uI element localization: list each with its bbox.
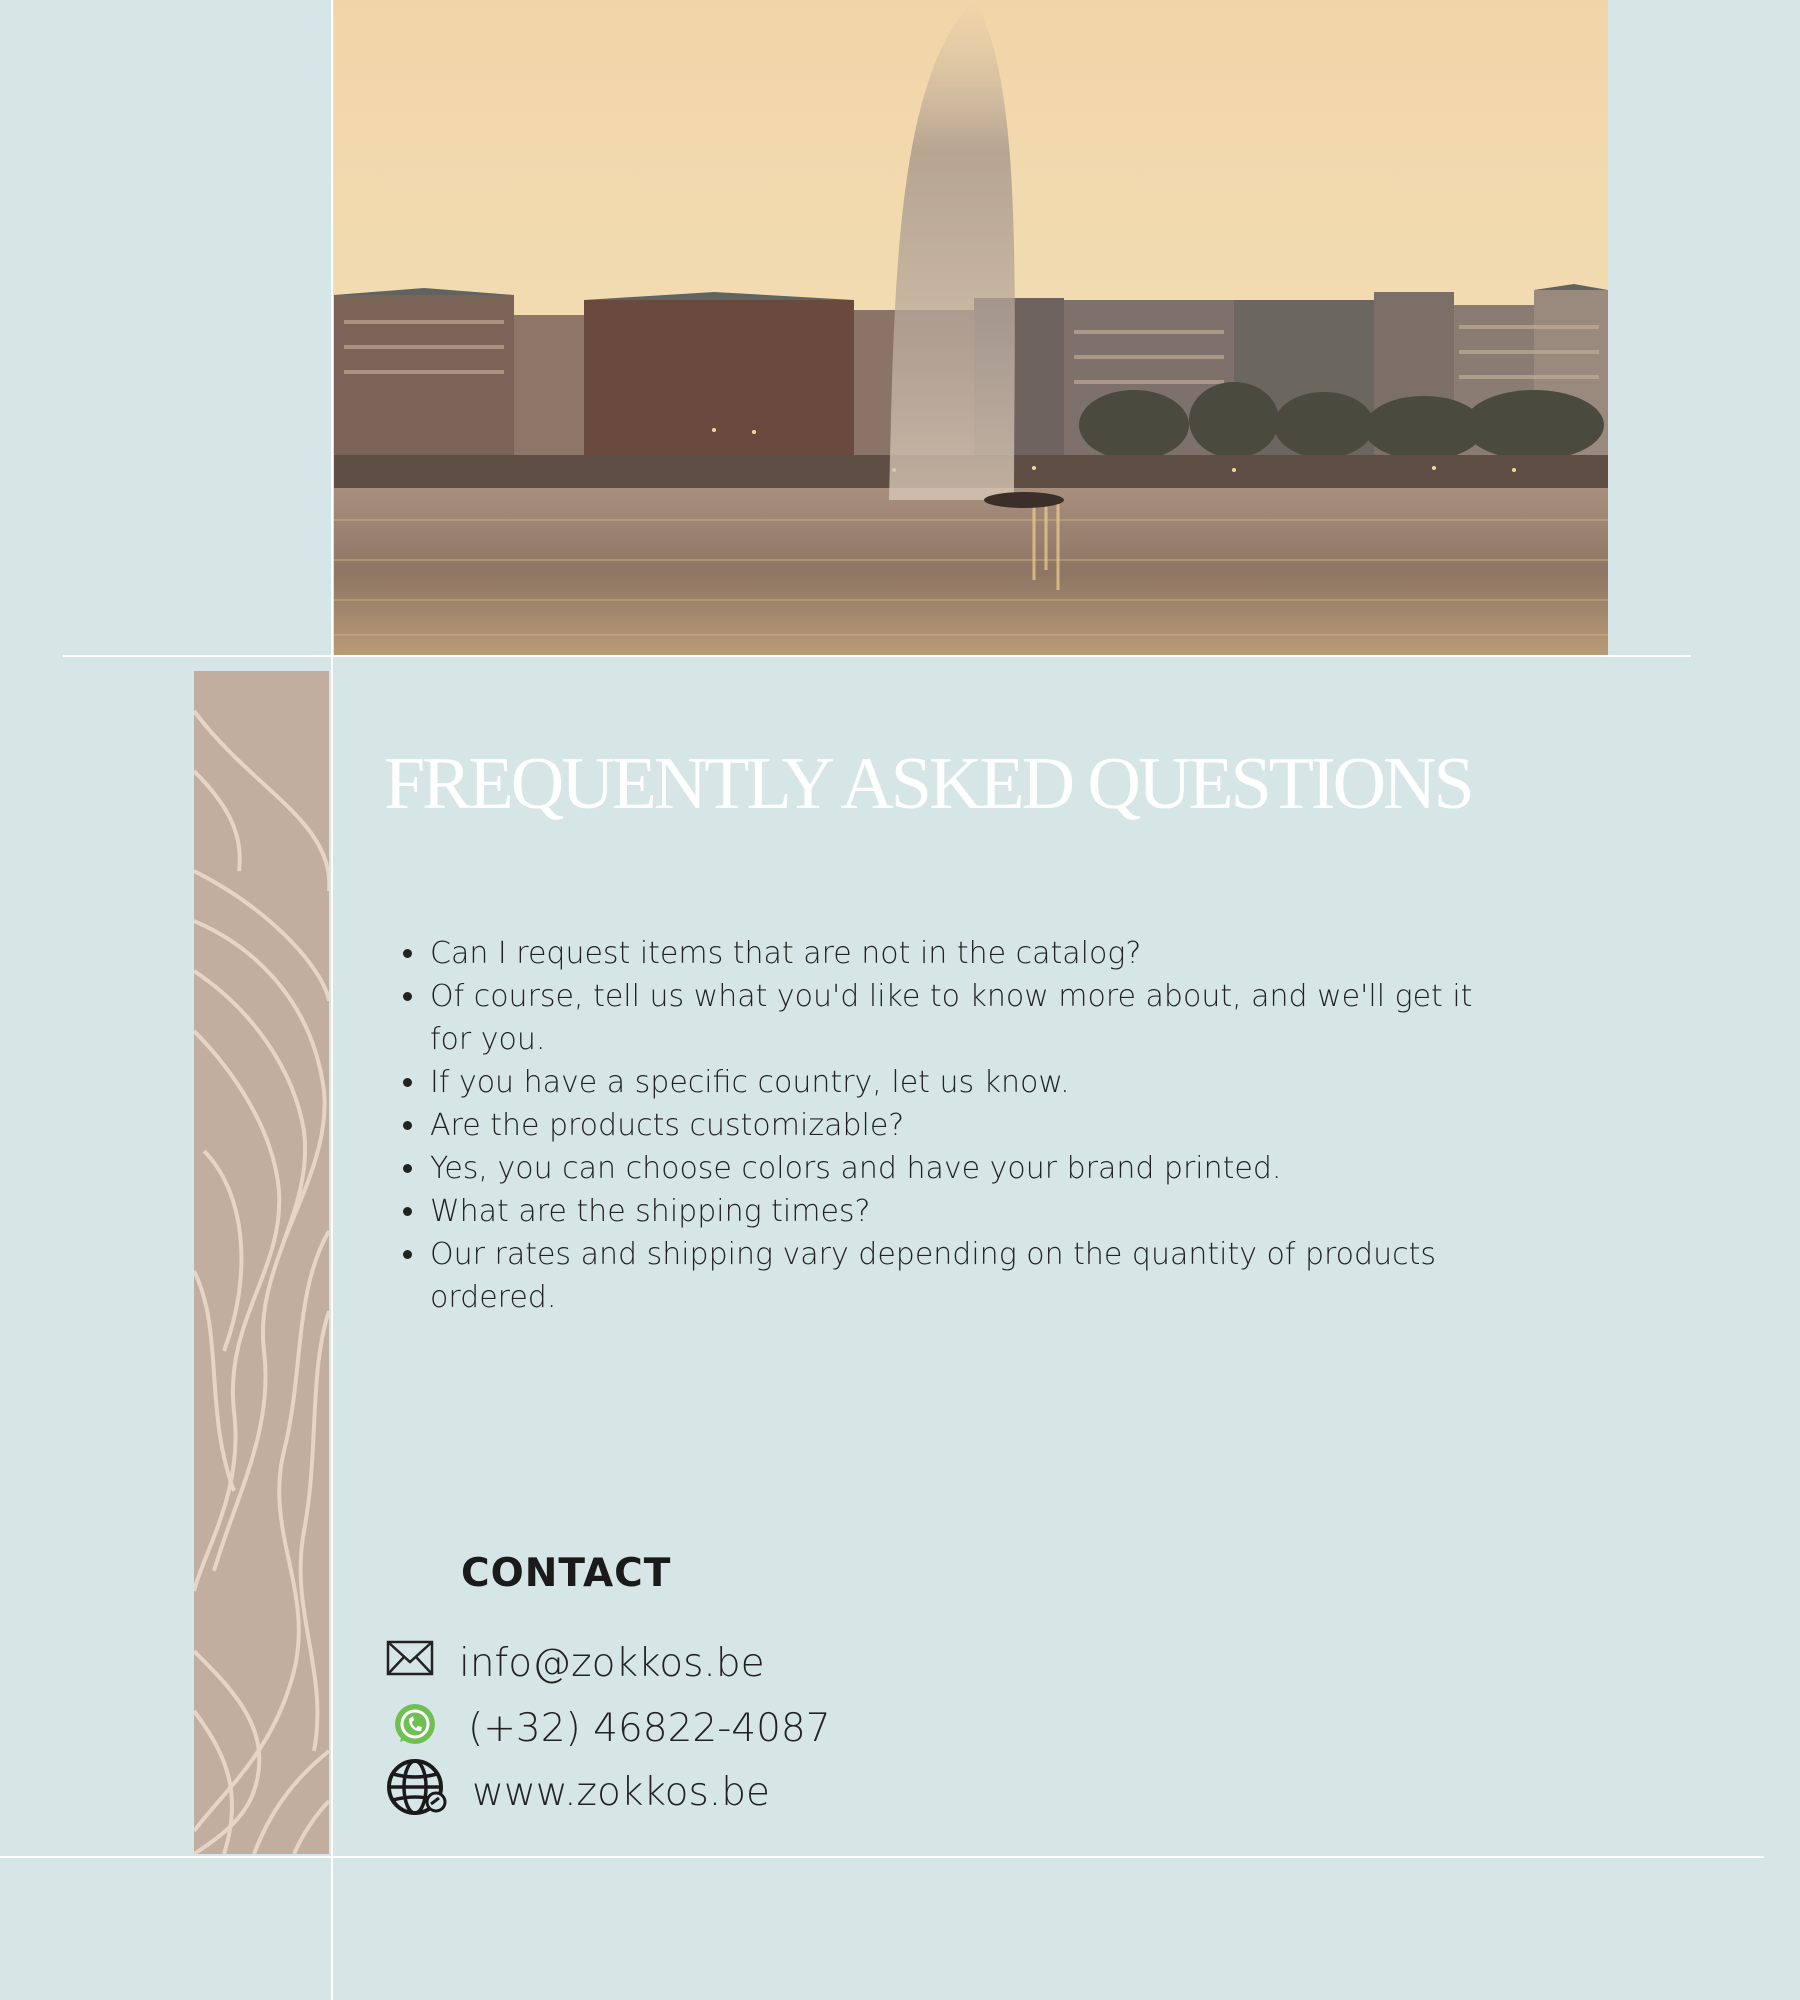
- faq-item: • Of course, tell us what you'd like to know more about, and we'll get it for you.: [428, 975, 1488, 1061]
- envelope-icon: [386, 1640, 434, 1686]
- faq-item: • If you have a specific country, let us know.: [428, 1061, 1488, 1104]
- faq-title: FREQUENTLY ASKED QUESTIONS: [384, 743, 1472, 825]
- faq-list: [392, 932, 1488, 1319]
- faq-item: • Can I request items that are not in the catalog?: [428, 932, 1488, 975]
- contact-email[interactable]: info@zokkos.be: [459, 1640, 765, 1686]
- contact-title: CONTACT: [461, 1551, 672, 1596]
- horizontal-divider-top: [63, 655, 1691, 657]
- decorative-contour-strip: [194, 671, 329, 1854]
- faq-item: • Our rates and shipping vary depending on the quantity of products ordered.: [428, 1233, 1488, 1319]
- vertical-divider-line: [331, 0, 333, 2000]
- contact-phone[interactable]: (+32) 46822-4087: [468, 1705, 831, 1751]
- horizontal-divider-bottom: [0, 1856, 1764, 1858]
- contact-email-row[interactable]: [386, 1640, 765, 1686]
- hero-image: [334, 0, 1608, 655]
- whatsapp-icon: [392, 1700, 438, 1756]
- faq-item: • Yes, you can choose colors and have your brand printed.: [428, 1147, 1488, 1190]
- contact-phone-row[interactable]: [392, 1700, 831, 1756]
- contact-website-row[interactable]: [386, 1758, 770, 1826]
- globe-icon: [386, 1758, 448, 1826]
- faq-item: • What are the shipping times?: [428, 1190, 1488, 1233]
- contact-website[interactable]: www.zokkos.be: [472, 1769, 770, 1815]
- faq-item: • Are the products customizable?: [428, 1104, 1488, 1147]
